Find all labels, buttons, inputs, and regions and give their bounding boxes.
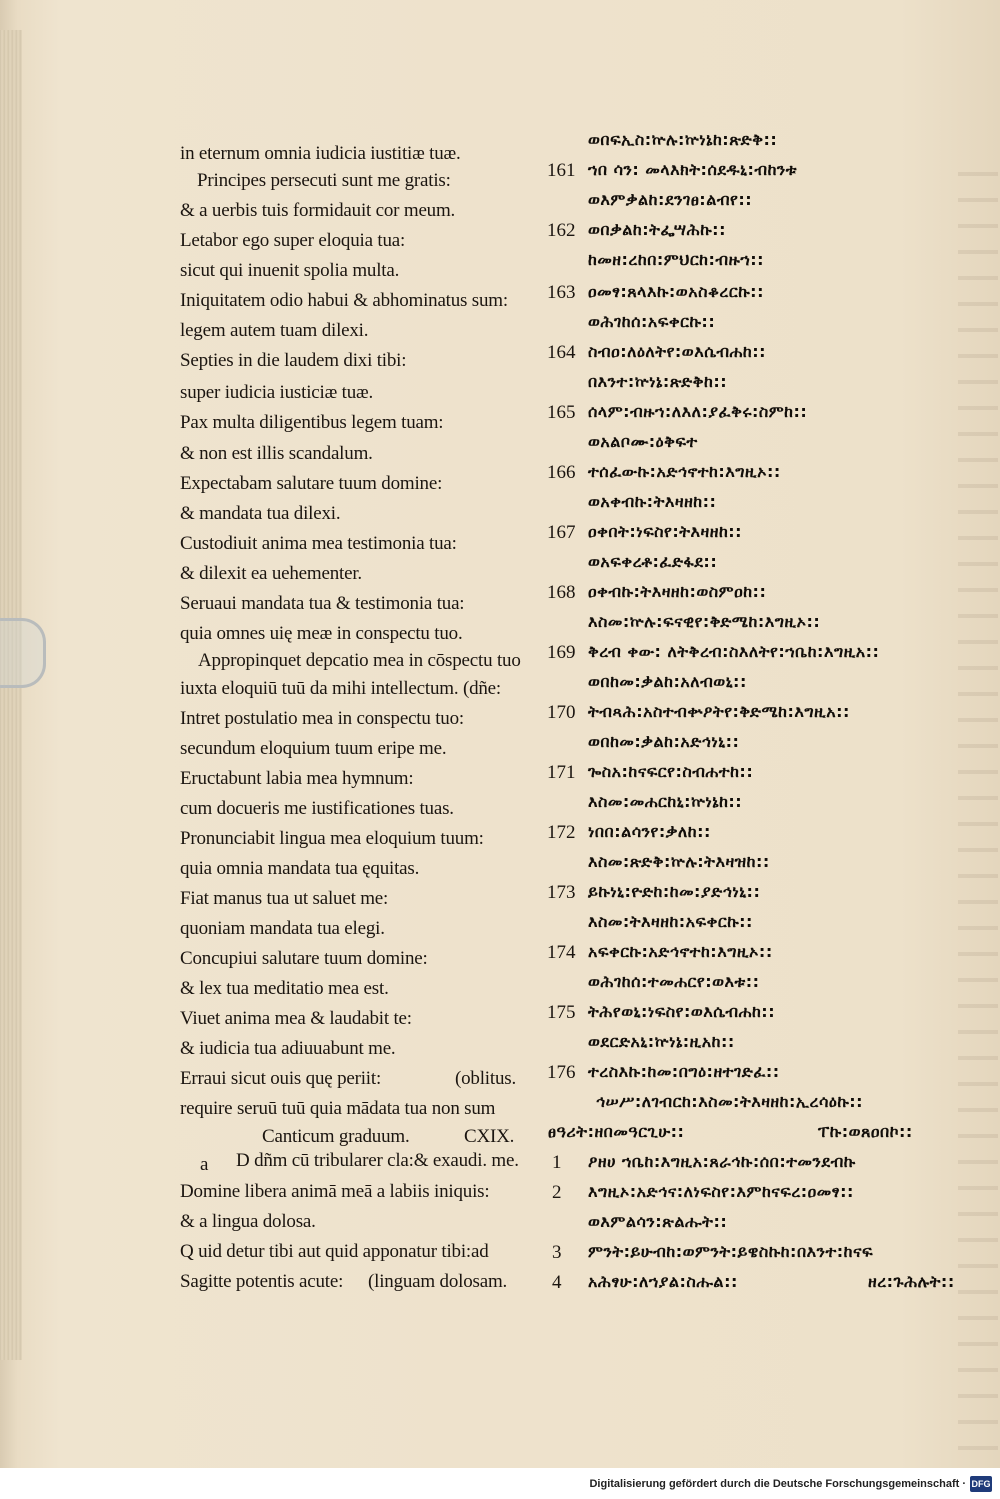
latin-line: & a uerbis tuis formidauit cor meum. xyxy=(180,200,456,221)
verse-number: 3 xyxy=(552,1242,562,1263)
verse-number: 175 xyxy=(547,1002,576,1023)
latin-line: quoniam mandata tua elegi. xyxy=(180,918,385,939)
ethiopic-line: ወእምቃልከ:ደንገፀ:ልብየ:: xyxy=(588,190,753,209)
latin-line: iuxta eloquiū tuū da mihi intellectum. (dñe: xyxy=(180,678,501,699)
verse-number: 162 xyxy=(547,220,576,241)
latin-line: Domine libera animā meā a labiis iniquis: xyxy=(180,1181,490,1202)
latin-line: Fiat manus tua ut saluet me: xyxy=(180,888,389,909)
paper-clip xyxy=(0,618,46,688)
latin-line: sicut qui inuenit spolia multa. xyxy=(180,260,400,281)
ethiopic-line: ከመዘ:ረከበ:ምህርከ:ብዙኀ:: xyxy=(588,250,765,269)
verse-number: 170 xyxy=(547,702,576,723)
latin-line: (linguam dolosam. xyxy=(368,1271,508,1292)
latin-line: (oblitus. xyxy=(455,1068,517,1089)
verse-number: 4 xyxy=(552,1272,562,1293)
ethiopic-line: እስመ:ጽድቅ:ኵሉ:ትእዛዝከ:: xyxy=(588,852,770,871)
ethiopic-line: እስመ:መሐርከኒ:ኵነኔከ:: xyxy=(588,792,743,811)
latin-line: Pronunciabit lingua mea eloquium tuum: xyxy=(180,828,484,849)
verse-number: 173 xyxy=(547,882,576,903)
latin-line: Sagitte potentis acute: xyxy=(180,1271,344,1292)
ethiopic-line: ሰላም:ብዙኀ:ለእለ:ያፈቅሩ:ስምከ:: xyxy=(588,402,808,421)
verse-number: 171 xyxy=(547,762,576,783)
ethiopic-line: ወአቀብኩ:ትእዛዘከ:: xyxy=(588,492,717,511)
ethiopic-line: ወአፍቀረቶ:ፈድፋደ:: xyxy=(588,552,718,571)
ethiopic-line: ዐቀብኩ:ትእዛዘከ:ወስምዐከ:: xyxy=(588,582,767,601)
latin-line: Eructabunt labia mea hymnum: xyxy=(180,768,414,789)
ethiopic-line: ወበከመ:ቃልከ:አለብወኒ:: xyxy=(588,672,747,691)
latin-line: require seruū tuū quia mādata tua non sum xyxy=(180,1098,496,1119)
latin-line: & iudicia tua adiuuabunt me. xyxy=(180,1038,396,1059)
latin-line: Letabor ego super eloquia tua: xyxy=(180,230,406,251)
latin-line: Concupiui salutare tuum domine: xyxy=(180,948,428,969)
latin-line: Intret postulatio mea in conspectu tuo: xyxy=(180,708,464,729)
verse-number: 1 xyxy=(552,1152,562,1173)
ethiopic-line: ወሕገከሰ:ተመሐርየ:ወእቱ:: xyxy=(588,972,760,991)
dfg-logo: DFG xyxy=(970,1476,992,1492)
latin-line: Canticum graduum. xyxy=(262,1126,410,1147)
next-page-bleed xyxy=(958,150,998,1450)
verse-number: 2 xyxy=(552,1182,562,1203)
latin-line: & dilexit ea uehementer. xyxy=(180,563,362,584)
latin-line: Viuet anima mea & laudabit te: xyxy=(180,1008,412,1029)
ethiopic-line: ኅሠሥ:ለገብርከ:እስመ:ትእዛዘከ:ኢረሳዕኩ:: xyxy=(596,1092,864,1111)
ethiopic-line: ዐመፃ:ጸላእኩ:ወአስቆረርኩ:: xyxy=(588,282,764,301)
ethiopic-line: ነበበ:ልሳንየ:ቃለከ:: xyxy=(588,822,711,841)
latin-line: CXIX. xyxy=(464,1126,515,1147)
ethiopic-line: ተረስእኩ:ከመ:በግዕ:ዘተገድፈ:: xyxy=(588,1062,780,1081)
ethiopic-line: ዐቀበት:ነፍስየ:ትእዛዘከ:: xyxy=(588,522,743,541)
verse-number: 161 xyxy=(547,160,576,181)
latin-line: Pax multa diligentibus legem tuam: xyxy=(180,412,444,433)
verse-number: 174 xyxy=(547,942,576,963)
ethiopic-line: ተሰፈውኩ:አድኅኖተከ:እግዚኦ:: xyxy=(588,462,781,481)
latin-line: legem autem tuam dilexi. xyxy=(180,320,369,341)
ethiopic-line: ወበከመ:ቃልከ:አድኅነኒ:: xyxy=(588,732,740,751)
ethiopic-line: ጐስአ:ከናፍርየ:ስብሐተከ:: xyxy=(588,762,754,781)
latin-line: D dñm cū tribularer cla:& exaudi. me. xyxy=(236,1150,519,1171)
ethiopic-line: በእንተ:ኵነኔ:ጽድቅከ:: xyxy=(588,372,728,391)
verse-number: 163 xyxy=(547,282,576,303)
latin-line: in eternum omnia iudicia iustitiæ tuæ. xyxy=(180,143,461,164)
latin-line: quia omnia mandata tua ęquitas. xyxy=(180,858,420,879)
latin-line: Septies in die laudem dixi tibi: xyxy=(180,350,407,371)
verse-number: 166 xyxy=(547,462,576,483)
ethiopic-line: ወእምልሳን:ጽልሑት:: xyxy=(588,1212,728,1231)
ethiopic-line: ቅረብ ቀው: ለትቅረብ:ስእለትየ:ኀቤከ:እግዚአ:: xyxy=(588,642,880,661)
verse-number: 176 xyxy=(547,1062,576,1083)
latin-line: cum docueris me iustificationes tuas. xyxy=(180,798,454,819)
ethiopic-line: ወአልቦሙ:ዕቅፍተ xyxy=(588,432,698,451)
latin-line: & lex tua meditatio mea est. xyxy=(180,978,389,999)
digitization-credit: Digitalisierung gefördert durch die Deutsche Forschungsgemeinschaft · xyxy=(589,1478,966,1490)
ethiopic-line: ወበፍኢስ:ኵሉ:ኵነኔከ:ጽድቅ:: xyxy=(588,130,778,149)
psalm-heading: ፐኩ:ወጸዐበኮ:: xyxy=(818,1122,913,1141)
ethiopic-line: ትሕየወኒ:ነፍስየ:ወእሴብሐከ:: xyxy=(588,1002,776,1021)
latin-line: super iudicia iusticiæ tuæ. xyxy=(180,382,374,403)
ethiopic-line: ትብጻሕ:አስተብቍዖትየ:ቅድሜከ:እግዚአ:: xyxy=(588,702,850,721)
ethiopic-line: አሕፃሁ:ለኀያል:ስሑል:: xyxy=(588,1272,738,1291)
ethiopic-line: ዖዘሀ ኀቤከ:እግዚአ:ጸራኅኩ:ሰበ:ተመንደብኩ xyxy=(588,1152,856,1171)
verse-number: 172 xyxy=(547,822,576,843)
ethiopic-line: ምንት:ይሁብከ:ወምንት:ይዌስኩከ:በእንተ:ከናፍ xyxy=(588,1242,874,1261)
verse-number: 164 xyxy=(547,342,576,363)
latin-line: quia omnes uię meæ in conspectu tuo. xyxy=(180,623,463,644)
ethiopic-line: ስብዐ:ለዕለትየ:ወእሴብሐከ:: xyxy=(588,342,767,361)
ethiopic-line: ኀበ ሳን: መላእክት:ሰደዱኒ:ብከንቱ xyxy=(588,160,798,179)
latin-line: & a lingua dolosa. xyxy=(180,1211,316,1232)
latin-line: Iniquitatem odio habui & abhominatus sum: xyxy=(180,290,508,311)
psalm-heading: ፀዓሪት:ዘበመዓርጊሁ:: xyxy=(548,1122,685,1141)
page-edge xyxy=(0,30,22,1360)
verse-number: 168 xyxy=(547,582,576,603)
latin-line: Seruaui mandata tua & testimonia tua: xyxy=(180,593,465,614)
ethiopic-line: እግዚኦ:አድኅና:ለነፍስየ:እምከናፍረ:ዐመፃ:: xyxy=(588,1182,854,1201)
latin-line: secundum eloquium tuum eripe me. xyxy=(180,738,447,759)
latin-line: Q uid detur tibi aut quid apponatur tibi:ad xyxy=(180,1241,489,1262)
latin-line: & mandata tua dilexi. xyxy=(180,503,341,524)
verse-number: 169 xyxy=(547,642,576,663)
latin-line: Appropinquet depcatio mea in cōspectu tuo xyxy=(198,650,521,671)
verse-number: 167 xyxy=(547,522,576,543)
ethiopic-line: ወደርድአኒ:ኵነኔ:ዚአከ:: xyxy=(588,1032,735,1051)
latin-line: Erraui sicut ouis quę periit: xyxy=(180,1068,382,1089)
latin-line: & non est illis scandalum. xyxy=(180,443,373,464)
ethiopic-line: አፍቀርኩ:አድኅኖተከ:እግዚኦ:: xyxy=(588,942,773,961)
ethiopic-line: ዘረ:ጉሕሉት:: xyxy=(868,1272,955,1291)
latin-line: Expectabam salutare tuum domine: xyxy=(180,473,443,494)
latin-line: a xyxy=(200,1154,209,1175)
ethiopic-line: ወሕገከሰ:አፍቀርኩ:: xyxy=(588,312,716,331)
ethiopic-line: ይኩነኒ:ዮድከ:ከመ:ያድኅነኒ:: xyxy=(588,882,761,901)
latin-line: Custodiuit anima mea testimonia tua: xyxy=(180,533,457,554)
latin-line: Principes persecuti sunt me gratis: xyxy=(197,170,451,191)
ethiopic-line: እስመ:ኵሉ:ፍናዊየ:ቅድሜከ:እግዚኦ:: xyxy=(588,612,821,631)
ethiopic-line: እስመ:ትእዛዘከ:አፍቀርኩ:: xyxy=(588,912,753,931)
verse-number: 165 xyxy=(547,402,576,423)
ethiopic-line: ወበቃልከ:ትፌሣሕኩ:: xyxy=(588,220,726,239)
